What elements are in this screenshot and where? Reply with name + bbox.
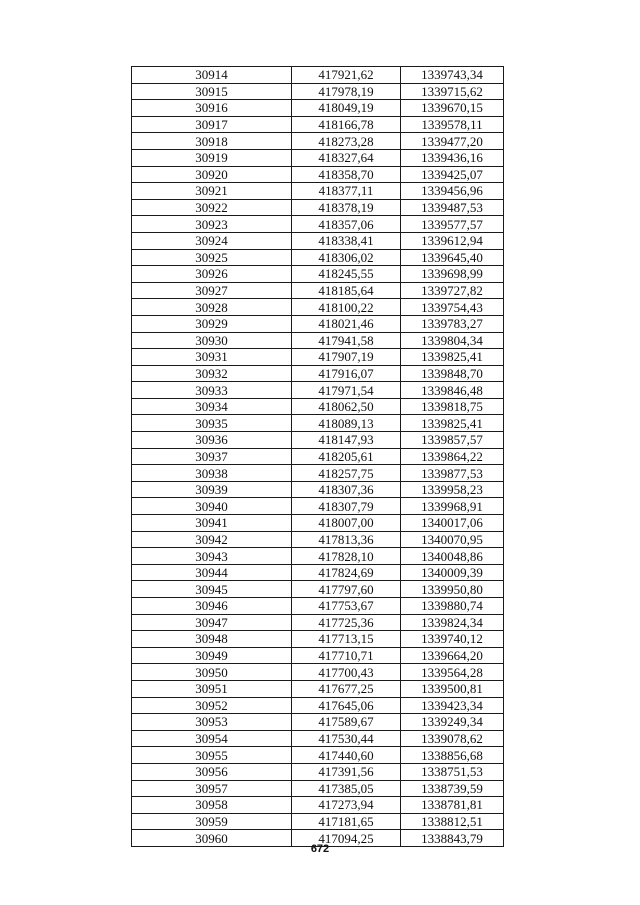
point-id-cell: 30933 (132, 382, 292, 399)
y-coordinate-cell: 1338739,59 (401, 780, 504, 797)
y-coordinate-cell: 1339715,62 (401, 83, 504, 100)
coordinate-table (131, 66, 504, 847)
point-id-cell: 30954 (132, 730, 292, 747)
point-id-cell: 30943 (132, 548, 292, 565)
y-coordinate-cell: 1339645,40 (401, 249, 504, 266)
y-coordinate-cell: 1339824,34 (401, 614, 504, 631)
point-id-cell: 30949 (132, 647, 292, 664)
table-row (132, 448, 504, 465)
table-row (132, 664, 504, 681)
point-id-cell: 30959 (132, 813, 292, 830)
table-row (132, 714, 504, 731)
x-coordinate-cell: 418357,06 (292, 216, 401, 233)
y-coordinate-cell: 1339423,34 (401, 697, 504, 714)
table-row (132, 199, 504, 216)
point-id-cell: 30918 (132, 133, 292, 150)
x-coordinate-cell: 417828,10 (292, 548, 401, 565)
y-coordinate-cell: 1339727,82 (401, 282, 504, 299)
table-row (132, 647, 504, 664)
x-coordinate-cell: 418307,79 (292, 498, 401, 515)
y-coordinate-cell: 1339698,99 (401, 266, 504, 283)
y-coordinate-cell: 1339857,57 (401, 432, 504, 449)
y-coordinate-cell: 1339612,94 (401, 232, 504, 249)
table-row (132, 232, 504, 249)
coordinate-table-body (132, 67, 504, 847)
table-row (132, 315, 504, 332)
x-coordinate-cell: 417677,25 (292, 680, 401, 697)
table-row (132, 299, 504, 316)
point-id-cell: 30942 (132, 531, 292, 548)
y-coordinate-cell: 1339456,96 (401, 183, 504, 200)
point-id-cell: 30932 (132, 365, 292, 382)
table-row (132, 67, 504, 84)
table-row (132, 730, 504, 747)
x-coordinate-cell: 418245,55 (292, 266, 401, 283)
point-id-cell: 30924 (132, 232, 292, 249)
y-coordinate-cell: 1339825,41 (401, 415, 504, 432)
x-coordinate-cell: 417530,44 (292, 730, 401, 747)
table-row (132, 100, 504, 117)
y-coordinate-cell: 1339880,74 (401, 598, 504, 615)
y-coordinate-cell: 1339743,34 (401, 67, 504, 84)
y-coordinate-cell: 1339664,20 (401, 647, 504, 664)
table-row (132, 216, 504, 233)
table-row (132, 581, 504, 598)
y-coordinate-cell: 1339578,11 (401, 116, 504, 133)
table-row (132, 515, 504, 532)
y-coordinate-cell: 1339564,28 (401, 664, 504, 681)
point-id-cell: 30948 (132, 631, 292, 648)
x-coordinate-cell: 418185,64 (292, 282, 401, 299)
point-id-cell: 30935 (132, 415, 292, 432)
x-coordinate-cell: 417440,60 (292, 747, 401, 764)
table-row (132, 183, 504, 200)
x-coordinate-cell: 418021,46 (292, 315, 401, 332)
x-coordinate-cell: 417725,36 (292, 614, 401, 631)
point-id-cell: 30920 (132, 166, 292, 183)
point-id-cell: 30929 (132, 315, 292, 332)
x-coordinate-cell: 417713,15 (292, 631, 401, 648)
table-row (132, 415, 504, 432)
x-coordinate-cell: 417273,94 (292, 797, 401, 814)
table-row (132, 149, 504, 166)
x-coordinate-cell: 417710,71 (292, 647, 401, 664)
table-row (132, 365, 504, 382)
y-coordinate-cell: 1339804,34 (401, 332, 504, 349)
y-coordinate-cell: 1338856,68 (401, 747, 504, 764)
y-coordinate-cell: 1339848,70 (401, 365, 504, 382)
table-row (132, 432, 504, 449)
point-id-cell: 30941 (132, 515, 292, 532)
table-row (132, 133, 504, 150)
table-row (132, 531, 504, 548)
x-coordinate-cell: 417094,25 (292, 830, 401, 847)
table-row (132, 747, 504, 764)
y-coordinate-cell: 1339740,12 (401, 631, 504, 648)
x-coordinate-cell: 418205,61 (292, 448, 401, 465)
x-coordinate-cell: 418257,75 (292, 465, 401, 482)
table-row (132, 332, 504, 349)
page-number: 672 (310, 843, 330, 855)
x-coordinate-cell: 418306,02 (292, 249, 401, 266)
table-row (132, 564, 504, 581)
y-coordinate-cell: 1339249,34 (401, 714, 504, 731)
y-coordinate-cell: 1338843,79 (401, 830, 504, 847)
table-row (132, 266, 504, 283)
x-coordinate-cell: 418377,11 (292, 183, 401, 200)
x-coordinate-cell: 418049,19 (292, 100, 401, 117)
y-coordinate-cell: 1339500,81 (401, 680, 504, 697)
point-id-cell: 30953 (132, 714, 292, 731)
table-row (132, 614, 504, 631)
point-id-cell: 30947 (132, 614, 292, 631)
x-coordinate-cell: 417921,62 (292, 67, 401, 84)
y-coordinate-cell: 1339846,48 (401, 382, 504, 399)
y-coordinate-cell: 1339577,57 (401, 216, 504, 233)
y-coordinate-cell: 1340048,86 (401, 548, 504, 565)
y-coordinate-cell: 1339818,75 (401, 398, 504, 415)
x-coordinate-cell: 417385,05 (292, 780, 401, 797)
y-coordinate-cell: 1340017,06 (401, 515, 504, 532)
x-coordinate-cell: 417971,54 (292, 382, 401, 399)
x-coordinate-cell: 417181,65 (292, 813, 401, 830)
x-coordinate-cell: 418378,19 (292, 199, 401, 216)
y-coordinate-cell: 1339864,22 (401, 448, 504, 465)
x-coordinate-cell: 418338,41 (292, 232, 401, 249)
point-id-cell: 30952 (132, 697, 292, 714)
point-id-cell: 30921 (132, 183, 292, 200)
table-row (132, 481, 504, 498)
table-row (132, 282, 504, 299)
x-coordinate-cell: 418062,50 (292, 398, 401, 415)
table-row (132, 797, 504, 814)
table-row (132, 116, 504, 133)
table-row (132, 813, 504, 830)
point-id-cell: 30926 (132, 266, 292, 283)
y-coordinate-cell: 1339670,15 (401, 100, 504, 117)
x-coordinate-cell: 417753,67 (292, 598, 401, 615)
point-id-cell: 30915 (132, 83, 292, 100)
point-id-cell: 30928 (132, 299, 292, 316)
y-coordinate-cell: 1339477,20 (401, 133, 504, 150)
table-row (132, 631, 504, 648)
x-coordinate-cell: 418089,13 (292, 415, 401, 432)
y-coordinate-cell: 1339487,53 (401, 199, 504, 216)
table-row (132, 398, 504, 415)
table-row (132, 349, 504, 366)
table-row (132, 382, 504, 399)
table-row (132, 83, 504, 100)
point-id-cell: 30950 (132, 664, 292, 681)
point-id-cell: 30936 (132, 432, 292, 449)
point-id-cell: 30938 (132, 465, 292, 482)
point-id-cell: 30937 (132, 448, 292, 465)
y-coordinate-cell: 1339754,43 (401, 299, 504, 316)
x-coordinate-cell: 417907,19 (292, 349, 401, 366)
x-coordinate-cell: 418358,70 (292, 166, 401, 183)
point-id-cell: 30940 (132, 498, 292, 515)
x-coordinate-cell: 417391,56 (292, 763, 401, 780)
point-id-cell: 30957 (132, 780, 292, 797)
x-coordinate-cell: 418166,78 (292, 116, 401, 133)
y-coordinate-cell: 1339950,80 (401, 581, 504, 598)
x-coordinate-cell: 417645,06 (292, 697, 401, 714)
y-coordinate-cell: 1339825,41 (401, 349, 504, 366)
point-id-cell: 30944 (132, 564, 292, 581)
point-id-cell: 30925 (132, 249, 292, 266)
point-id-cell: 30958 (132, 797, 292, 814)
x-coordinate-cell: 418307,36 (292, 481, 401, 498)
point-id-cell: 30923 (132, 216, 292, 233)
y-coordinate-cell: 1338751,53 (401, 763, 504, 780)
x-coordinate-cell: 418327,64 (292, 149, 401, 166)
table-row (132, 465, 504, 482)
y-coordinate-cell: 1339968,91 (401, 498, 504, 515)
x-coordinate-cell: 417978,19 (292, 83, 401, 100)
x-coordinate-cell: 417824,69 (292, 564, 401, 581)
point-id-cell: 30917 (132, 116, 292, 133)
y-coordinate-cell: 1339078,62 (401, 730, 504, 747)
x-coordinate-cell: 417797,60 (292, 581, 401, 598)
point-id-cell: 30960 (132, 830, 292, 847)
x-coordinate-cell: 417813,36 (292, 531, 401, 548)
point-id-cell: 30927 (132, 282, 292, 299)
point-id-cell: 30956 (132, 763, 292, 780)
y-coordinate-cell: 1339877,53 (401, 465, 504, 482)
point-id-cell: 30951 (132, 680, 292, 697)
point-id-cell: 30939 (132, 481, 292, 498)
x-coordinate-cell: 418273,28 (292, 133, 401, 150)
x-coordinate-cell: 418147,93 (292, 432, 401, 449)
y-coordinate-cell: 1339425,07 (401, 166, 504, 183)
point-id-cell: 30946 (132, 598, 292, 615)
y-coordinate-cell: 1340070,95 (401, 531, 504, 548)
y-coordinate-cell: 1340009,39 (401, 564, 504, 581)
table-row (132, 548, 504, 565)
point-id-cell: 30916 (132, 100, 292, 117)
table-row (132, 166, 504, 183)
point-id-cell: 30945 (132, 581, 292, 598)
y-coordinate-cell: 1339783,27 (401, 315, 504, 332)
point-id-cell: 30914 (132, 67, 292, 84)
y-coordinate-cell: 1338812,51 (401, 813, 504, 830)
y-coordinate-cell: 1339436,16 (401, 149, 504, 166)
x-coordinate-cell: 417589,67 (292, 714, 401, 731)
point-id-cell: 30955 (132, 747, 292, 764)
point-id-cell: 30931 (132, 349, 292, 366)
point-id-cell: 30922 (132, 199, 292, 216)
x-coordinate-cell: 417700,43 (292, 664, 401, 681)
table-row (132, 249, 504, 266)
table-row (132, 697, 504, 714)
table-row (132, 680, 504, 697)
table-row (132, 598, 504, 615)
point-id-cell: 30930 (132, 332, 292, 349)
x-coordinate-cell: 418007,00 (292, 515, 401, 532)
x-coordinate-cell: 418100,22 (292, 299, 401, 316)
y-coordinate-cell: 1338781,81 (401, 797, 504, 814)
table-row (132, 498, 504, 515)
point-id-cell: 30919 (132, 149, 292, 166)
table-row (132, 780, 504, 797)
y-coordinate-cell: 1339958,23 (401, 481, 504, 498)
point-id-cell: 30934 (132, 398, 292, 415)
x-coordinate-cell: 417941,58 (292, 332, 401, 349)
x-coordinate-cell: 417916,07 (292, 365, 401, 382)
table-row (132, 763, 504, 780)
